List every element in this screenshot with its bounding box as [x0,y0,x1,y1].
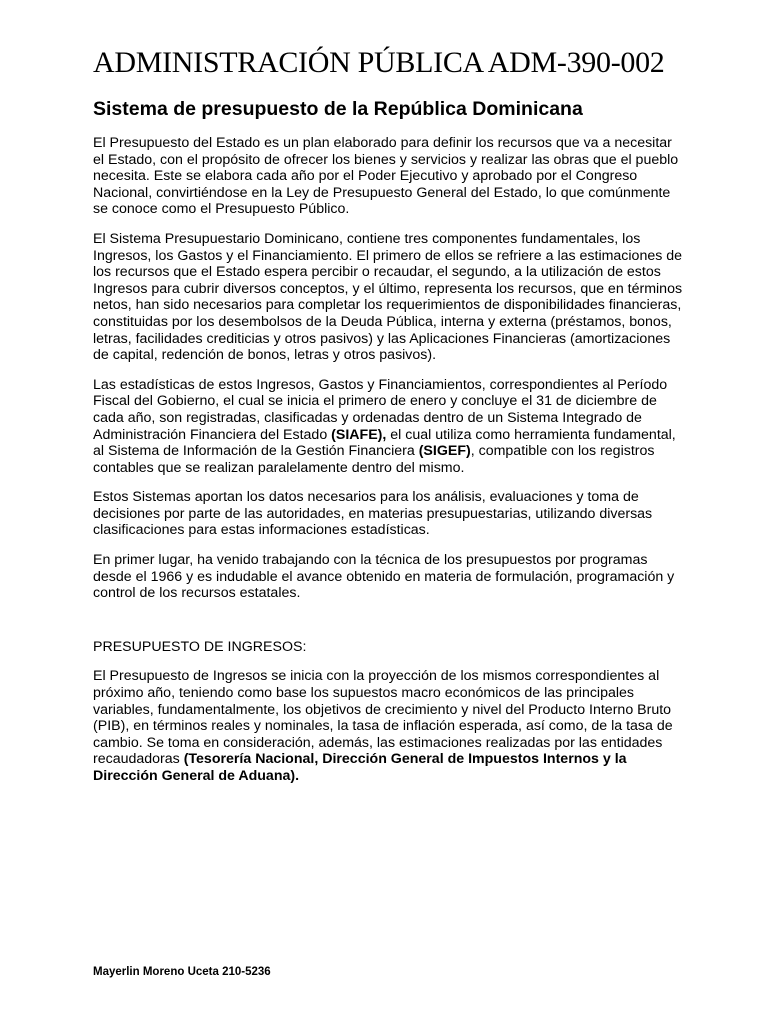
paragraph-ingresos [93,668,683,784]
paragraph-statistics [93,377,683,477]
paragraph-systems: Estos Sistemas aportan los datos necesarios para los análisis, evaluaciones y toma de decisiones por parte de las autoridades, en materias presupuestarias, utilizando diversas clasificaciones para estas informaciones estadísticas. [93,489,653,539]
paragraph-intro: El Presupuesto del Estado es un plan elaborado para definir los recursos que va a necesitar el Estado, con el propósito de ofrecer los bienes y servicios y realizar las obras que el pueblo necesita. Este se elabora cada año por el Poder Ejecutivo y aprobado por el Congreso Nacional, convirtiéndose en la Ley de Presupuesto General del Estado, lo que comúnmente se conoce como el Presupuesto Público. [93,135,679,218]
footer-author: Mayerlin Moreno Uceta 210-5236 [93,966,271,978]
paragraph-statistics-text-1: Las estadísticas de estos Ingresos, Gastos y Financiamientos, correspondientes al Período Fiscal del Gobierno, el cual se inicia el primero de enero y concluye el 31 de diciembre de cada año, son registradas, clasificadas y ordenadas dentro de un Sistema Integrado de Administración Financiera del Estado [93,376,668,443]
entidades-recaudadoras: (Tesorería Nacional, Dirección General de Impuestos Internos y la Dirección General de Aduana). [93,751,627,784]
paragraph-statistics-text-3: , compatible con los registros contables que se realizan paralelamente dentro del mismo. [93,443,655,476]
paragraph-programs: En primer lugar, ha venido trabajando con la técnica de los presupuestos por programas desde el 1966 y es indudable el avance obtenido en materia de formulación, programación y control de los recursos estatales. [93,552,675,602]
paragraph-ingresos-text: El Presupuesto de Ingresos se inicia con la proyección de los mismos correspondientes al próximo año, teniendo como base los supuestos macro económicos de las principales variables, fundamentalmente, los objetivos de crecimiento y nivel del Producto Interno Bruto (PIB), en términos reales y nominales, la tasa de inflación esperada, así como, de la tasa de cambio. Se toma en consideración, además, las estimaciones realizadas por las entidades recaudadoras [93,668,673,768]
sigef-acronym: (SIGEF) [418,443,471,460]
siafe-acronym: (SIAFE), [331,426,387,443]
page-title: ADMINISTRACIÓN PÚBLICA ADM-390-002 [93,46,665,79]
page-subtitle: Sistema de presupuesto de la República Dominicana [93,98,583,120]
section-heading-ingresos: PRESUPUESTO DE INGRESOS: [93,638,307,655]
document-page [93,44,683,785]
paragraph-components: El Sistema Presupuestario Dominicano, contiene tres componentes fundamentales, los Ingresos, los Gastos y el Financiamiento. El primero de ellos se refriere a las estimaciones de los recursos que el Estado espera percibir o recaudar, el segundo, a la utilización de estos Ingresos para cubrir diversos conceptos, y el último, representa los recursos, que en términos netos, han sido necesarios para completar los requerimientos de disponibilidades financieras, constituidas por los desembolsos de la Deuda Pública, interna y externa (préstamos, bonos, letras, facilidades crediticias y otros pasivos) y las Aplicaciones Financieras (amortizaciones de capital, redención de bonos, letras y otros pasivos). [93,230,683,364]
paragraph-statistics-text-2: el cual utiliza como herramienta fundamental, al Sistema de Información de la Gestión Financiera [93,426,676,460]
